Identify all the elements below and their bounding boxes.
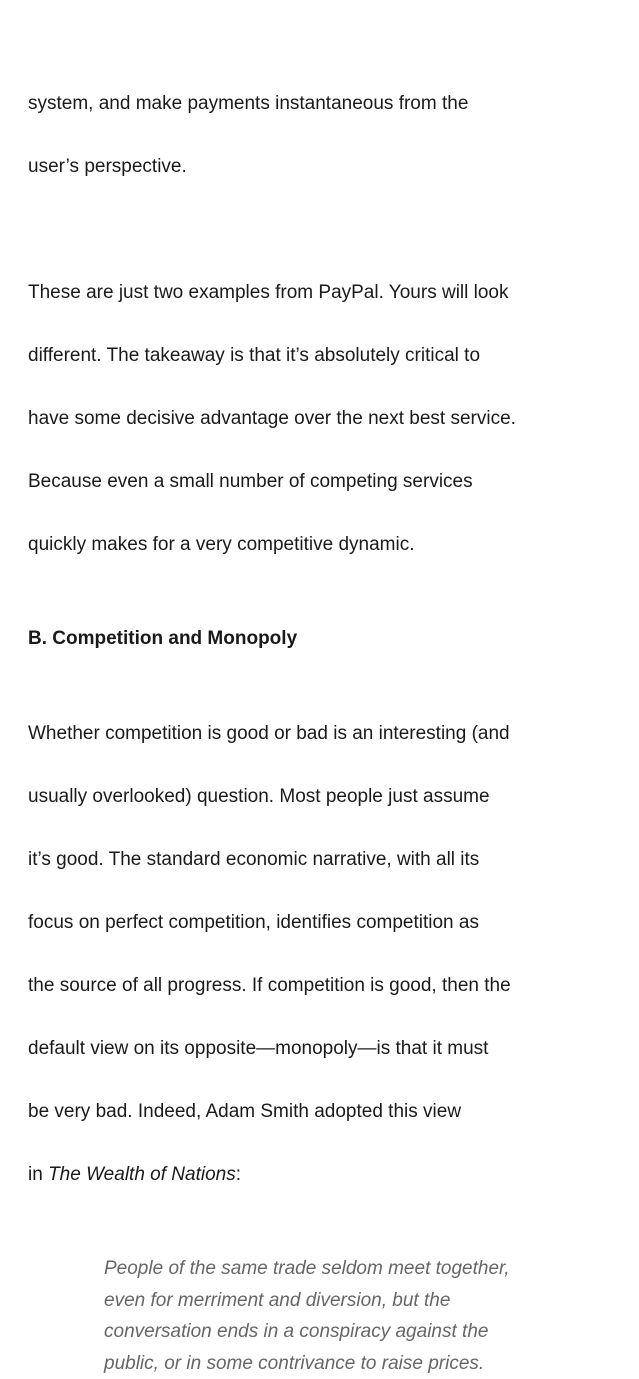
text-line: user’s perspective. <box>28 151 618 183</box>
text-line: be very bad. Indeed, Adam Smith adopted this view <box>28 1096 618 1128</box>
text-line: the source of all progress. If competition is good, then the <box>28 970 618 1002</box>
text-line: it’s good. The standard economic narrative, with all its <box>28 844 618 876</box>
quote-line: conversation ends in a conspiracy against the <box>104 1316 618 1348</box>
document-page <box>28 56 618 1379</box>
block-quote <box>28 1253 618 1379</box>
paragraph-payments <box>28 56 618 214</box>
text-line: Because even a small number of competing services <box>28 466 618 498</box>
text-line: system, and make payments instantaneous from the <box>28 88 618 120</box>
text-line: usually overlooked) question. Most people just assume <box>28 781 618 813</box>
quote-line: People of the same trade seldom meet together, <box>104 1253 618 1285</box>
book-title: The Wealth of Nations <box>48 1164 236 1185</box>
paragraph-paypal-examples <box>28 245 618 592</box>
section-heading: B. Competition and Monopoly <box>28 623 618 655</box>
quote-line: public, or in some contrivance to raise prices. <box>104 1348 618 1379</box>
text-line: focus on perfect competition, identifies competition as <box>28 907 618 939</box>
text-line: have some decisive advantage over the next best service. <box>28 403 618 435</box>
text-line: default view on its opposite—monopoly—is that it must <box>28 1033 618 1065</box>
quote-line: even for merriment and diversion, but the <box>104 1285 618 1317</box>
line-prefix: in <box>28 1164 48 1185</box>
paragraph-competition <box>28 686 618 1222</box>
text-line: quickly makes for a very competitive dynamic. <box>28 529 618 561</box>
text-line: These are just two examples from PayPal. Yours will look <box>28 277 618 309</box>
line-suffix: : <box>236 1164 241 1185</box>
text-line-with-title <box>28 1159 618 1191</box>
text-line: Whether competition is good or bad is an interesting (and <box>28 718 618 750</box>
text-line: different. The takeaway is that it’s absolutely critical to <box>28 340 618 372</box>
